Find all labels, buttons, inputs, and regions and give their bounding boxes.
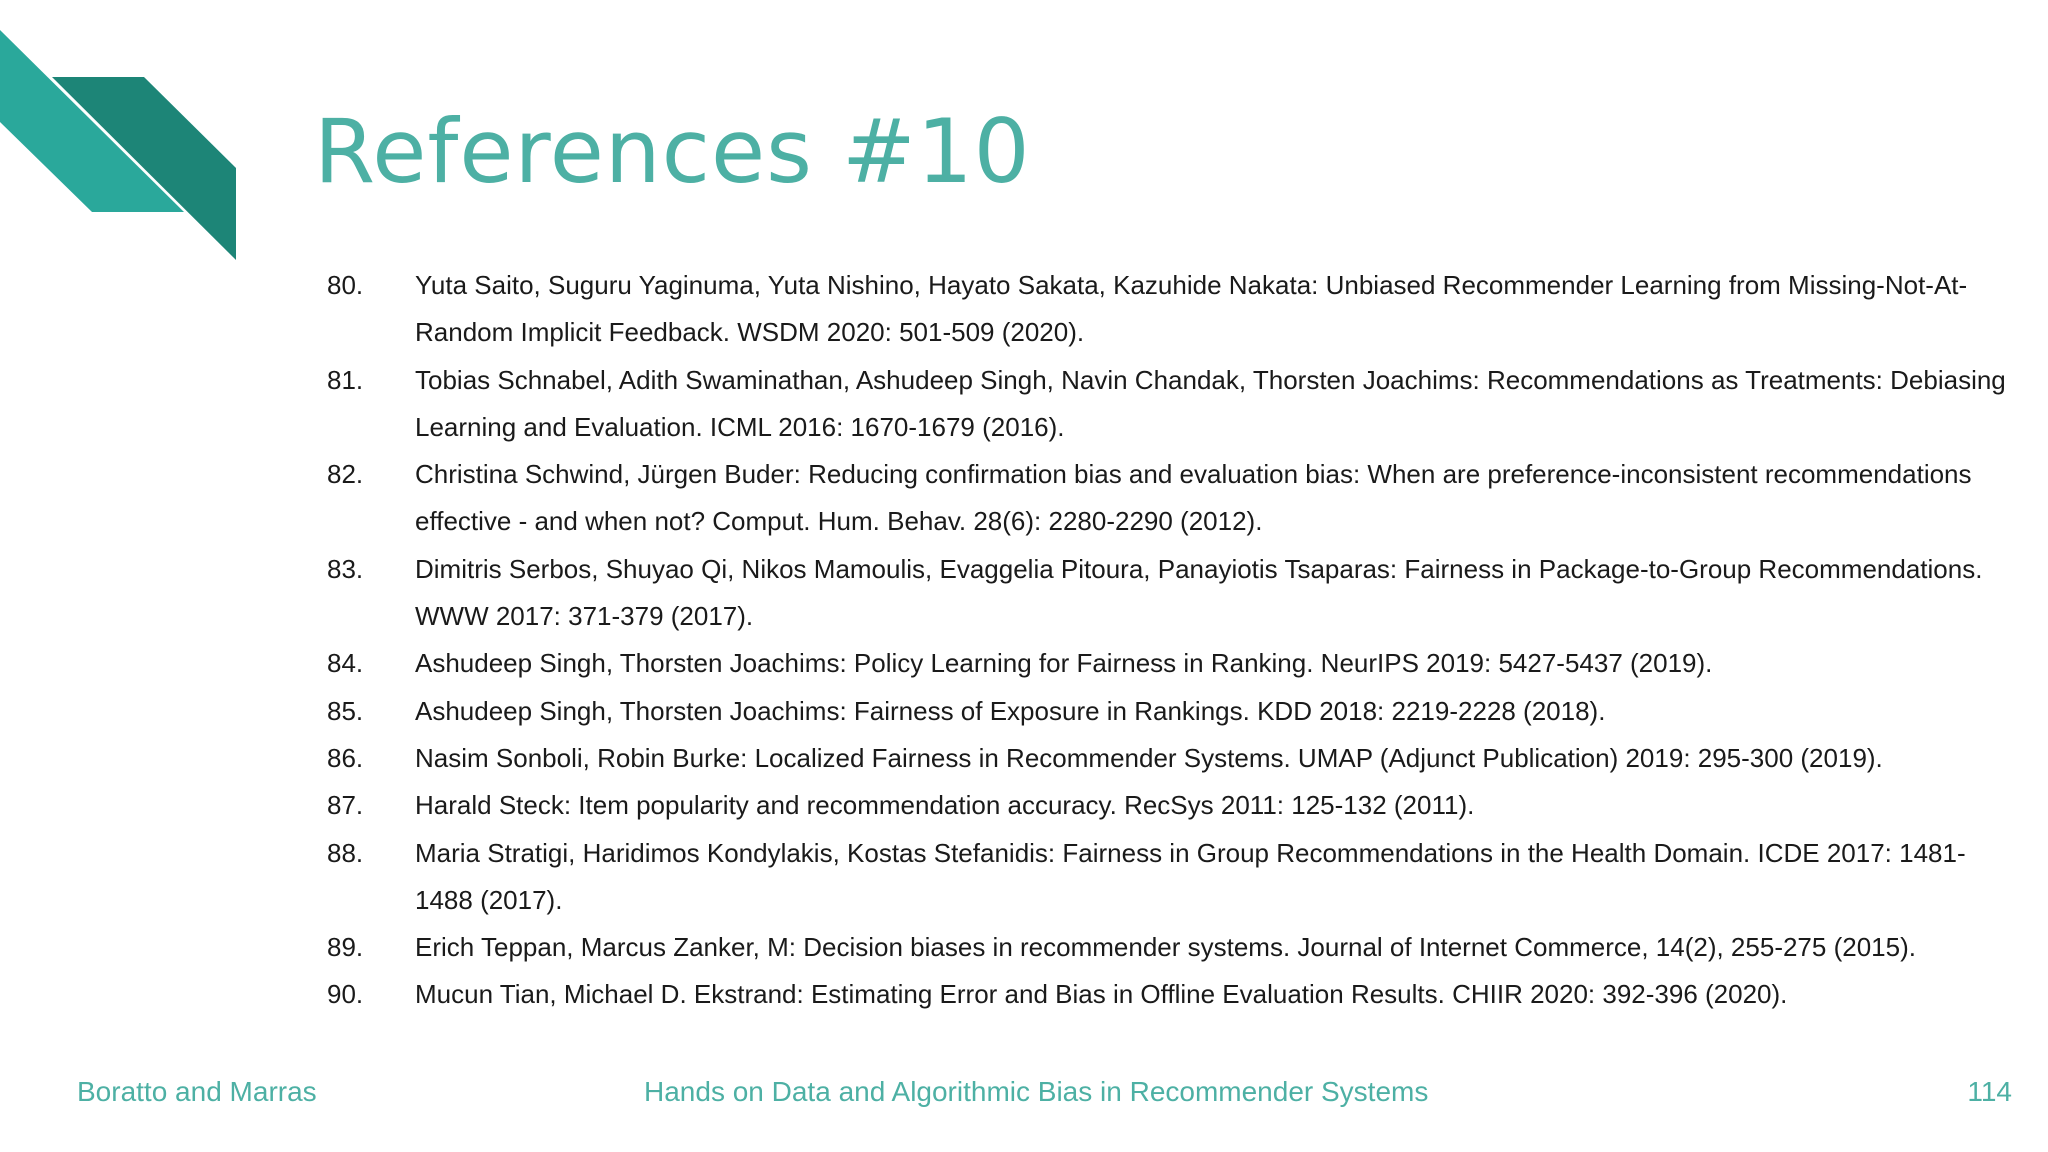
reference-list: [327, 262, 2007, 1019]
page-title: References #10: [314, 100, 1031, 203]
reference-item: [327, 262, 2007, 357]
reference-item: [327, 971, 2007, 1018]
reference-text: Ashudeep Singh, Thorsten Joachims: Fairness of Exposure in Rankings. KDD 2018: 2219-2228 (2018).: [415, 695, 1606, 726]
reference-item: [327, 830, 2007, 925]
reference-text: Christina Schwind, Jürgen Buder: Reducing confirmation bias and evaluation bias: When are preference-inconsistent recommendations effective - and when not? Comput. Hum. Behav. 28(6): 2280-2290 (2012).: [415, 459, 1972, 537]
footer-talk-title: Hands on Data and Algorithmic Bias in Recommender Systems: [644, 1076, 1429, 1107]
reference-text: Yuta Saito, Suguru Yaginuma, Yuta Nishino, Hayato Sakata, Kazuhide Nakata: Unbiased Recommender Learning from Missing-Not-At-Random Implicit Feedback. WSDM 2020: 501-509 (2020).: [415, 270, 1968, 348]
reference-number: 82.: [327, 459, 364, 490]
reference-number: 80.: [327, 270, 364, 300]
corner-stripes-decoration: [0, 0, 240, 260]
footer-authors: Boratto and Marras: [77, 1076, 317, 1107]
reference-text: Erich Teppan, Marcus Zanker, M: Decision biases in recommender systems. Journal of Internet Commerce, 14(2), 255-275 (2015).: [415, 932, 1916, 963]
reference-text: Harald Steck: Item popularity and recommendation accuracy. RecSys 2011: 125-132 (2011).: [415, 790, 1475, 821]
reference-text: Mucun Tian, Michael D. Ekstrand: Estimating Error and Bias in Offline Evaluation Results. CHIIR 2020: 392-396 (2020).: [415, 979, 1788, 1010]
reference-number: 85.: [327, 695, 364, 726]
reference-text: Maria Stratigi, Haridimos Kondylakis, Kostas Stefanidis: Fairness in Group Recommendations in the Health Domain. ICDE 2017: 1481-1488 (2017).: [415, 837, 1966, 915]
reference-text: Dimitris Serbos, Shuyao Qi, Nikos Mamoulis, Evaggelia Pitoura, Panayiotis Tsaparas: Fairness in Package-to-Group Recommendations. WWW 2017: 371-379 (2017).: [415, 553, 1983, 632]
reference-text: Nasim Sonboli, Robin Burke: Localized Fairness in Recommender Systems. UMAP (Adjunct Publication) 2019: 295-300 (2019).: [415, 742, 1883, 773]
reference-item: [327, 546, 2007, 641]
reference-number: 86.: [327, 742, 364, 773]
reference-number: 83.: [327, 553, 364, 584]
reference-item: [327, 640, 2007, 687]
reference-number: 88.: [327, 837, 364, 868]
reference-item: [327, 451, 2007, 546]
footer-page-number: 114: [1967, 1076, 2012, 1107]
reference-item: [327, 688, 2007, 735]
reference-number: 89.: [327, 932, 364, 963]
reference-text: Tobias Schnabel, Adith Swaminathan, Ashudeep Singh, Navin Chandak, Thorsten Joachims: Recommendations as Treatments: Debiasing Learning and Evaluation. ICML 2016: 1670-1679 (2016).: [415, 364, 2006, 442]
reference-item: [327, 924, 2007, 971]
reference-item: [327, 357, 2007, 452]
reference-number: 87.: [327, 790, 364, 821]
reference-text: Ashudeep Singh, Thorsten Joachims: Policy Learning for Fairness in Ranking. NeurIPS 2019: 5427-5437 (2019).: [415, 648, 1713, 679]
reference-number: 81.: [327, 364, 364, 395]
reference-item: [327, 782, 2007, 829]
reference-number: 84.: [327, 648, 364, 679]
reference-number: 90.: [327, 979, 364, 1010]
reference-item: [327, 735, 2007, 782]
